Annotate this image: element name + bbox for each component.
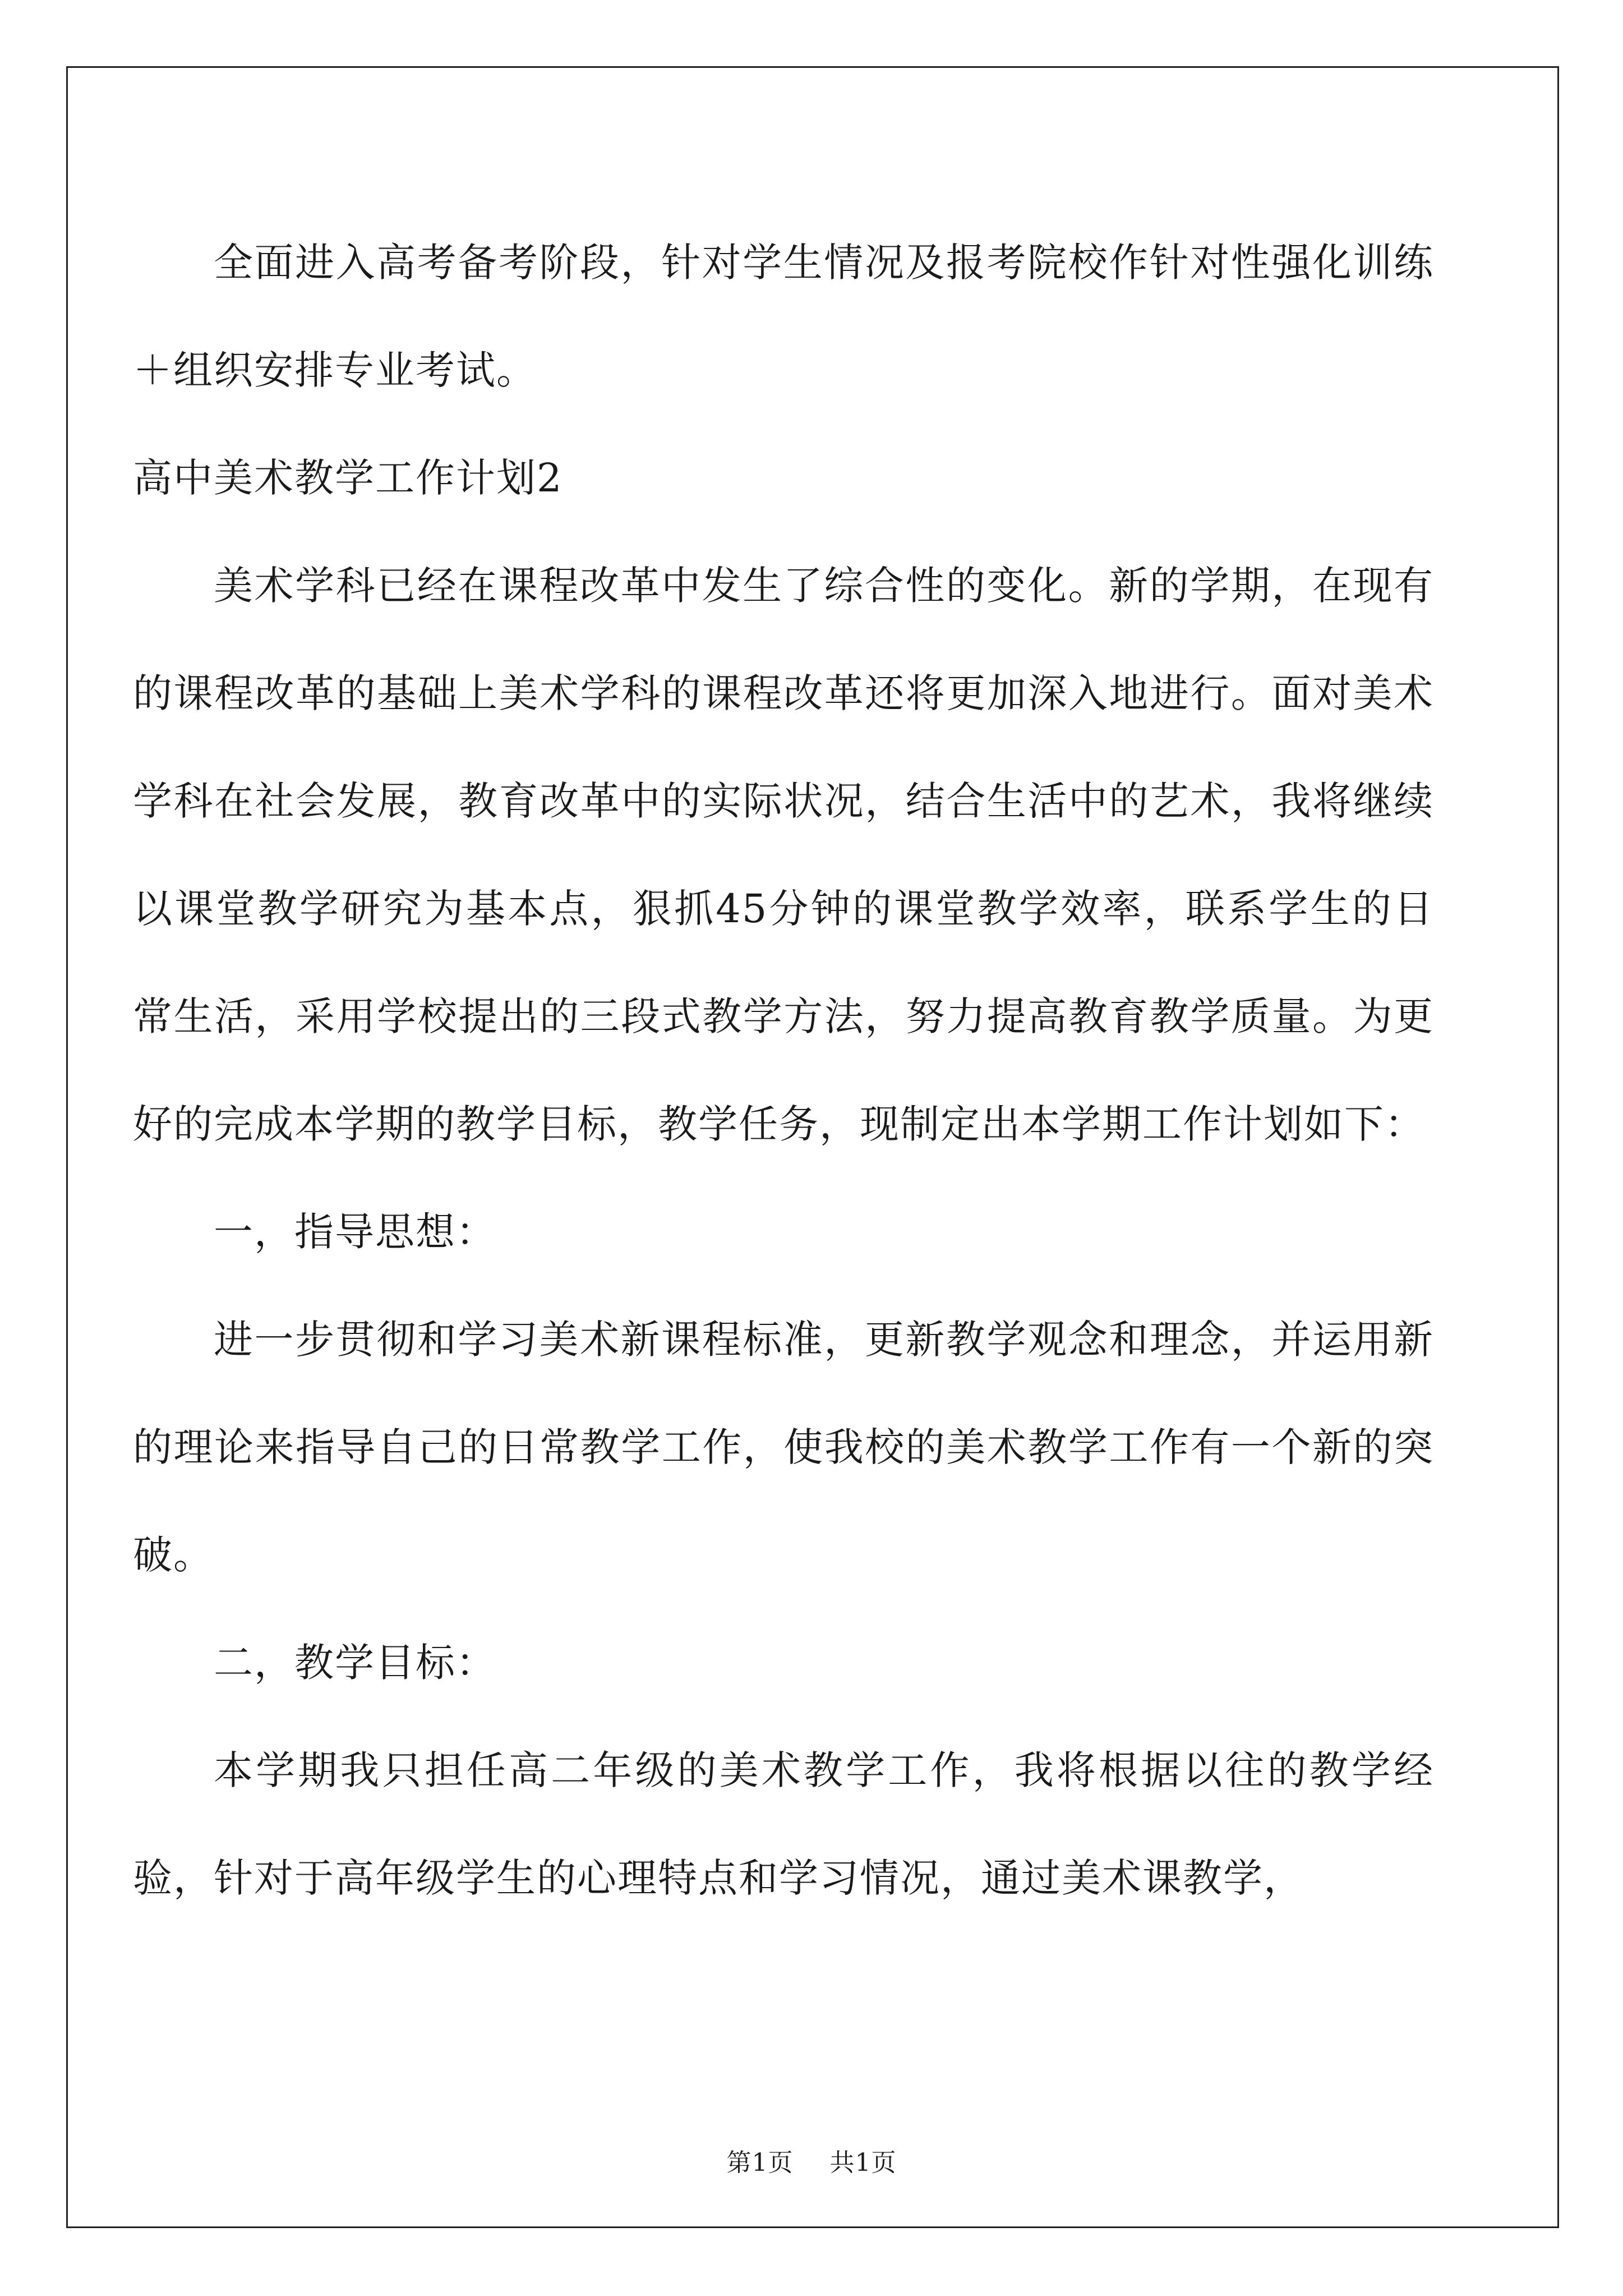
heading-teaching-goals: 二，教学目标： xyxy=(214,1640,496,1686)
paragraph-teaching-goals: 本学期我只担任高二年级的美术教学工作，我将根据以往的教学经验，针对于高年级学生的心理特点和学习情况，通过美术课教学， xyxy=(133,1747,1434,1901)
document-body xyxy=(133,209,1434,1932)
paragraph-intro: 美术学科已经在课程改革中发生了综合性的变化。新的学期，在现有的课程改革的基础上美术学科的课程改革还将更加深入地进行。面对美术学科在社会发展，教育改革中的实际状况，结合生活中的艺术，我将继续以课堂教学研究为基本点，狠抓45分钟的课堂教学效率，联系学生的日常生活，采用学校提出的三段式教学方法，努力提高教育教学质量。为更好的完成本学期的教学目标，教学任务，现制定出本学期工作计划如下： xyxy=(133,563,1434,1147)
paragraph-guiding-ideology: 进一步贯彻和学习美术新课程标准，更新教学观念和理念，并运用新的理论来指导自己的日常教学工作，使我校的美术教学工作有一个新的突破。 xyxy=(133,1317,1434,1578)
section-title: 高中美术教学工作计划2 xyxy=(133,455,563,501)
page-footer xyxy=(0,2146,1623,2180)
paragraph-exam-prep: 全面进入高考备考阶段，针对学生情况及报考院校作针对性强化训练＋组织安排专业考试。 xyxy=(133,240,1434,393)
heading-guiding-ideology: 一，指导思想： xyxy=(214,1209,496,1255)
page-number: 第1页 xyxy=(726,2148,794,2177)
page-total: 共1页 xyxy=(829,2148,897,2177)
